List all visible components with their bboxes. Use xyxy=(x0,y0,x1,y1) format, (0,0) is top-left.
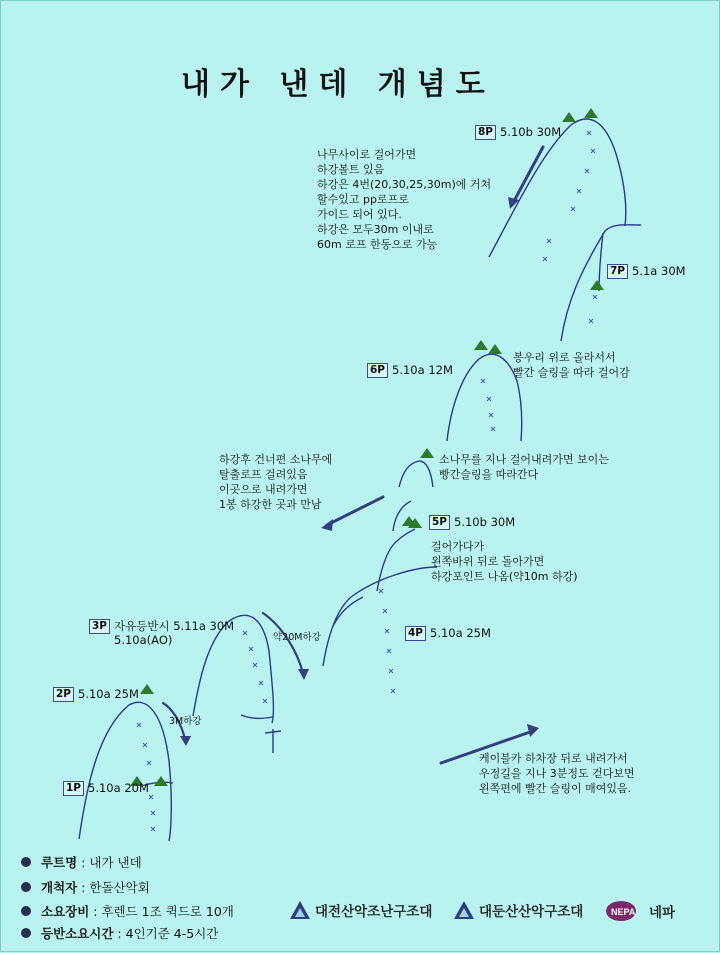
note-approach: 케이블카 하차장 뒤로 내려가서 우정길을 지나 3분정도 걷다보면 왼쪽편에 빨간 슬링이 매여있음. xyxy=(479,752,635,795)
info-value: 내가 낸데 xyxy=(89,855,142,870)
bolt-marker xyxy=(137,723,141,727)
note-rappel-escape: 하강후 건너편 소나무에 탈출로프 걸려있음 이곳으로 내려가면 1봉 하강한 곳과 만남 xyxy=(219,453,333,511)
pitch-label-4 xyxy=(405,626,491,641)
bullet-icon xyxy=(21,928,31,938)
logo-text: 네파 xyxy=(649,905,676,921)
pitch-tag-3: 3P xyxy=(89,619,110,634)
svg-text:NEPA: NEPA xyxy=(611,907,636,917)
pitch-tag-7: 7P xyxy=(607,264,628,279)
rock-outline-7b xyxy=(599,233,603,291)
pitch-label-1 xyxy=(63,781,149,796)
pitch-grade-6: 5.10a 12M xyxy=(392,363,453,377)
info-key: 등반소요시간 xyxy=(41,926,114,941)
bolt-marker xyxy=(263,699,267,703)
pine-tree-icon xyxy=(584,108,598,118)
pitch-grade-8: 5.10b 30M xyxy=(500,125,562,139)
logo-daejeon-rescue xyxy=(289,900,432,920)
pitch-tag-1: 1P xyxy=(63,781,84,796)
bolt-marker xyxy=(389,669,393,673)
info-key: 개척자 xyxy=(41,880,78,895)
logo-text: 대전산악조난구조대 xyxy=(315,904,433,920)
rock-outline-7 xyxy=(561,225,641,341)
pine-tree-icon xyxy=(154,776,168,786)
pitch-tag-2: 2P xyxy=(53,687,74,702)
bolt-marker xyxy=(587,131,591,135)
bolt-marker xyxy=(591,149,595,153)
pitch-label-5 xyxy=(429,515,515,530)
arrowhead-cable xyxy=(527,724,539,737)
pitch-grade-3: 자유등반시 5.11a 30M 5.10a(AO) xyxy=(114,619,235,647)
bolt-marker xyxy=(249,647,253,651)
route-drawing xyxy=(1,1,720,953)
bolt-marker xyxy=(147,761,151,765)
bolt-marker xyxy=(151,827,155,831)
bolt-marker xyxy=(571,207,575,211)
pitch-tag-6: 6P xyxy=(367,363,388,378)
pitch-tag-8: 8P xyxy=(475,125,496,140)
bolt-marker xyxy=(585,169,589,173)
bolt-marker xyxy=(589,319,593,323)
pitch-tag-4: 4P xyxy=(405,626,426,641)
bullet-icon xyxy=(21,906,31,916)
pine-tree-icon xyxy=(488,344,502,354)
bolt-marker xyxy=(491,427,495,431)
pine-tree-icon xyxy=(474,340,488,350)
rock-outline-1 xyxy=(79,702,171,841)
arrow-top xyxy=(513,147,543,203)
arrow-rappel xyxy=(327,497,383,525)
rock-outline-5 xyxy=(377,529,415,591)
pitch-grade-5: 5.10b 30M xyxy=(454,515,516,529)
bolt-marker xyxy=(481,379,485,383)
arrowhead-rap20 xyxy=(298,669,309,680)
pitch-label-2 xyxy=(53,687,139,702)
note-pine-sling: 소나무를 지나 걸어내려가면 보이는 빵간슬링을 따라간다 xyxy=(439,453,609,481)
pitch-label-3 xyxy=(89,619,234,647)
info-route-name: 루트명 : 내가 낸데 xyxy=(21,853,142,871)
logo-daedunsan-rescue xyxy=(453,900,583,920)
info-key: 루트명 xyxy=(41,855,78,870)
info-time: 등반소요시간 : 4인기준 4-5시간 xyxy=(21,924,218,942)
pitch-grade-2: 5.10a 25M xyxy=(78,687,139,701)
info-gear: 소요장비 : 후렌드 1조 퀵드로 10개 xyxy=(21,902,234,920)
pitch-label-7 xyxy=(607,264,686,279)
bolt-marker xyxy=(543,257,547,261)
info-key: 소요장비 xyxy=(41,904,90,919)
rock-outline-4b xyxy=(333,597,363,626)
page-title: 내가 낸데 개념도 xyxy=(181,67,495,102)
pitch-label-6 xyxy=(367,363,453,378)
pine-tree-icon xyxy=(590,280,604,290)
pitch-label-8 xyxy=(475,125,561,140)
bolt-marker xyxy=(379,589,383,593)
bolt-marker xyxy=(385,629,389,633)
bolt-marker xyxy=(547,239,551,243)
rappel-20m-label: 약20M하강 xyxy=(273,632,321,643)
pitch-grade-1: 5.10a 20M xyxy=(88,781,149,795)
pine-tree-icon xyxy=(562,112,576,122)
bolt-marker xyxy=(243,631,247,635)
bolt-marker xyxy=(391,689,395,693)
rescue-emblem-icon xyxy=(453,900,475,920)
arrowhead-rap3 xyxy=(180,736,191,746)
bolt-marker xyxy=(253,663,257,667)
logo-text: 대둔산산악구조대 xyxy=(479,904,584,920)
note-descent: 나무사이로 걸어가면 하강볼트 있음 하강은 4번(20,30,25,30m)에 거쳐 할수있고 pp로프로 가이드 되어 있다. 하강은 모두30m 이내로 60m 로프 한동으로 가능 xyxy=(317,148,492,251)
rock-outline-6 xyxy=(447,354,522,441)
bullet-icon xyxy=(21,882,31,892)
pitch-grade-4: 5.10a 25M xyxy=(430,626,491,640)
rappel-3m-label: 3M하강 xyxy=(169,716,202,727)
bullet-icon xyxy=(21,857,31,867)
rescue-emblem-icon xyxy=(289,900,311,920)
bolt-marker xyxy=(259,681,263,685)
bolt-marker xyxy=(387,649,391,653)
note-peak: 봉우리 위로 올라서서 빨간 슬링을 따라 걸어감 xyxy=(513,351,630,379)
pitch-grade-7: 5.1a 30M xyxy=(632,264,686,278)
rock-outline-5b xyxy=(393,501,411,531)
rock-ledge-3 xyxy=(241,715,273,718)
info-value: 후렌드 1조 퀵드로 10개 xyxy=(101,904,234,919)
bolt-marker xyxy=(151,811,155,815)
bolt-marker xyxy=(593,295,597,299)
nepa-logo-icon xyxy=(605,900,645,922)
rock-outline-pine xyxy=(399,461,433,487)
info-value: 4인기준 4-5시간 xyxy=(125,926,219,941)
note-left-rock: 걸어가다가 왼쪽바위 뒤로 돌아가면 하강포인트 나옴(약10m 하강) xyxy=(431,540,578,583)
info-value: 한돌산악회 xyxy=(89,880,150,895)
pine-tree-icon xyxy=(420,448,434,458)
info-pioneer: 개척자 : 한돌산악회 xyxy=(21,878,150,896)
pine-tree-icon xyxy=(140,684,154,694)
logo-nepa xyxy=(605,900,675,922)
bolt-marker xyxy=(489,413,493,417)
bolt-marker xyxy=(383,609,387,613)
rock-crack-3b xyxy=(265,731,281,733)
pitch-tag-5: 5P xyxy=(429,515,450,530)
arrow-rap20 xyxy=(263,613,303,673)
bolt-marker xyxy=(149,795,153,799)
bolt-marker xyxy=(143,743,147,747)
arrowhead-rappel xyxy=(321,519,333,531)
bolt-marker xyxy=(487,397,491,401)
bolt-marker xyxy=(577,189,581,193)
rock-outline-4 xyxy=(323,567,437,666)
